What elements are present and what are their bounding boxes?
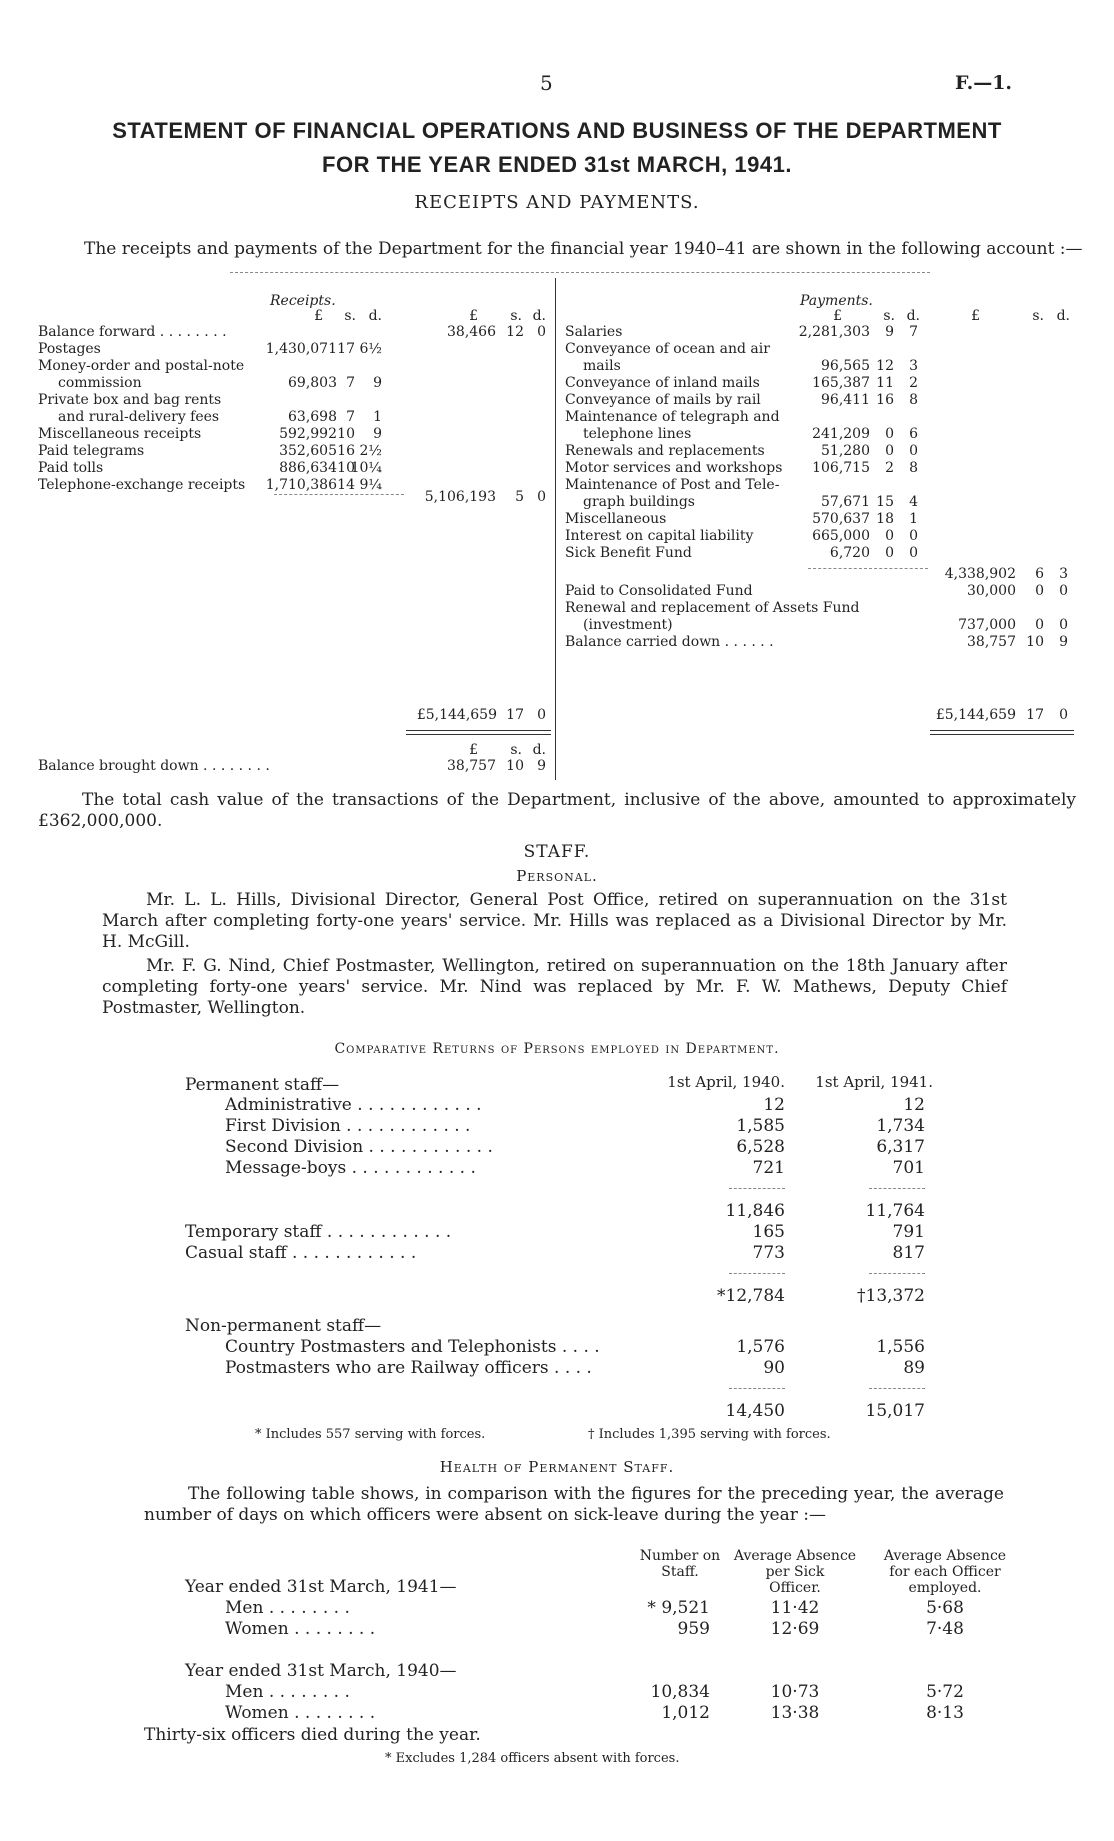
payment-item-label: Conveyance of inland mails [565, 375, 760, 391]
payment-amount-pence: 6 [909, 426, 918, 442]
consolidated-fund-amount-shillings: 0 [1035, 583, 1044, 599]
col-head-pounds: £ [469, 308, 478, 324]
receipt-item-label: Postages [38, 341, 101, 357]
payment-item-label-cont: telephone lines [583, 426, 692, 442]
staff-heading: STAFF. [523, 842, 591, 862]
receipts-subtotal-pounds: 5,106,193 [424, 489, 496, 505]
receipt-amount-pence: 2½ [359, 443, 382, 459]
health-row-sick: 12·69 [770, 1619, 820, 1639]
permanent-row-label: Second Division . . . . . . . . . . . . [225, 1137, 493, 1157]
payment-amount-shillings: 0 [885, 426, 894, 442]
health-deaths-note: Thirty-six officers died during the year. [144, 1725, 481, 1745]
health-heading: Health of Permanent Staff. [439, 1458, 675, 1476]
receipts-total-rule-1 [406, 730, 551, 731]
nonpermanent-row-1941: 89 [903, 1358, 925, 1378]
payment-amount-shillings: 15 [876, 494, 894, 510]
health-row-each: 5·68 [926, 1598, 964, 1618]
health-col-each-head: employed. [908, 1580, 982, 1596]
payment-amount-pounds: 2,281,303 [798, 324, 870, 340]
receipts-grand-total-pounds: £5,144,659 [416, 707, 497, 723]
receipt-amount-pence: 10¼ [350, 460, 382, 476]
col-head-shillings: s. [1032, 308, 1044, 324]
staff-row-1940: 773 [752, 1243, 785, 1263]
receipt-item-label-cont: commission [58, 375, 142, 391]
balance-forward-total-pounds: 38,466 [447, 324, 496, 340]
consolidated-fund-label: Paid to Consolidated Fund [565, 583, 753, 599]
payment-item-label: Interest on capital liability [565, 528, 754, 544]
subtotal-rule [729, 1273, 785, 1274]
nonpermanent-row-label: Country Postmasters and Telephonists . . . . [225, 1337, 600, 1357]
receipt-amount-shillings: 7 [346, 409, 355, 425]
receipt-amount-shillings: 16 [337, 443, 355, 459]
payments-subtotal-pounds: 4,338,902 [944, 566, 1016, 582]
col-head-shillings: s. [883, 308, 895, 324]
col-head-pence: d. [906, 308, 920, 324]
section-subtitle: RECEIPTS AND PAYMENTS. [414, 192, 700, 213]
payment-amount-pounds: 96,565 [821, 358, 870, 374]
receipt-amount-pounds: 1,430,071 [265, 341, 337, 357]
receipt-amount-pounds: 63,698 [288, 409, 337, 425]
payment-amount-shillings: 2 [885, 460, 894, 476]
col-head-shillings: s. [344, 308, 356, 324]
renewal-fund-amount-pounds: 737,000 [958, 617, 1016, 633]
health-intro: The following table shows, in comparison with the figures for the preceding year, the average number of days on which officers were absent on sick-leave during the year :— [144, 1484, 1004, 1525]
receipt-amount-pence: 6½ [359, 341, 382, 357]
payments-total-rule-1 [930, 730, 1074, 731]
account-divider [555, 278, 556, 780]
payment-item-label: Maintenance of Post and Tele- [565, 477, 780, 493]
balance-down-amount-pence: 9 [537, 758, 546, 774]
account-intro: The receipts and payments of the Department for the financial year 1940–41 are shown in the following account :— [84, 239, 1083, 259]
payment-amount-pence: 0 [909, 545, 918, 561]
payments-heading: Payments. [800, 293, 873, 309]
renewal-fund-label: Renewal and replacement of Assets Fund [565, 600, 860, 616]
balance-down-head-pounds: £ [469, 742, 478, 758]
page-title-line-2: FOR THE YEAR ENDED 31st MARCH, 1941. [322, 152, 792, 177]
col-head-pence: d. [368, 308, 382, 324]
payment-item-label: Conveyance of ocean and air [565, 341, 770, 357]
comparative-footnote-2: † Includes 1,395 serving with forces. [588, 1427, 831, 1442]
receipt-amount-shillings: 17 [337, 341, 355, 357]
permanent-staff-label: Permanent staff— [185, 1075, 340, 1095]
page-number: 5 [540, 71, 553, 95]
payment-amount-shillings: 0 [885, 528, 894, 544]
permanent-row-1940: 1,585 [736, 1116, 785, 1136]
permanent-total-rule [729, 1188, 785, 1189]
total-rule [729, 1388, 785, 1389]
receipt-item-label: Miscellaneous receipts [38, 426, 202, 442]
permanent-row-1941: 12 [903, 1095, 925, 1115]
payment-amount-pounds: 96,411 [821, 392, 870, 408]
renewal-fund-amount-pence: 0 [1059, 617, 1068, 633]
payment-item-label: Salaries [565, 324, 623, 340]
health-row-staff: * 9,521 [647, 1598, 710, 1618]
payments-subtotal-pence: 3 [1059, 566, 1068, 582]
payment-amount-pence: 7 [909, 324, 918, 340]
nonpermanent-row-1940: 1,576 [736, 1337, 785, 1357]
receipt-amount-shillings: 7 [346, 375, 355, 391]
payment-amount-pounds: 6,720 [829, 545, 870, 561]
payment-amount-pence: 0 [909, 443, 918, 459]
receipt-amount-pence: 1 [373, 409, 382, 425]
subtotal-1941: †13,372 [857, 1286, 925, 1306]
receipt-item-label: Paid telegrams [38, 443, 145, 459]
health-col-each-head: for each Officer [889, 1564, 1001, 1580]
payment-amount-shillings: 12 [876, 358, 894, 374]
permanent-row-1941: 1,734 [876, 1116, 925, 1136]
receipt-amount-pounds: 1,710,386 [265, 477, 337, 493]
payment-amount-pounds: 570,637 [812, 511, 870, 527]
staff-row-1941: 791 [892, 1222, 925, 1242]
health-year-1941-label: Year ended 31st March, 1941— [185, 1577, 457, 1597]
payment-amount-pence: 3 [909, 358, 918, 374]
payments-total-rule-2 [930, 734, 1074, 735]
health-row-staff: 10,834 [650, 1682, 710, 1702]
total-1941: 15,017 [865, 1401, 925, 1421]
nonpermanent-row-1940: 90 [763, 1358, 785, 1378]
col-head-shillings: s. [510, 308, 522, 324]
personal-heading: Personal. [516, 867, 598, 885]
permanent-row-label: Message-boys . . . . . . . . . . . . [225, 1158, 476, 1178]
staff-row-1941: 817 [892, 1243, 925, 1263]
payment-item-label: Sick Benefit Fund [565, 545, 692, 561]
health-row-label: Men . . . . . . . . [225, 1598, 350, 1618]
permanent-row-1940: 721 [752, 1158, 785, 1178]
health-row-label: Women . . . . . . . . [225, 1703, 376, 1723]
receipts-total-rule-2 [406, 734, 551, 735]
balance-down-label: Balance brought down . . . . . . . . [38, 758, 270, 774]
health-col-staff-head: Number on [639, 1548, 721, 1564]
permanent-row-1941: 6,317 [876, 1137, 925, 1157]
payment-item-label-cont: mails [583, 358, 621, 374]
balance-forward-label: Balance forward . . . . . . . . [38, 324, 227, 340]
payment-amount-pounds: 665,000 [812, 528, 870, 544]
payment-amount-pence: 2 [909, 375, 918, 391]
receipt-item-label: Private box and bag rents [38, 392, 222, 408]
nonpermanent-row-1941: 1,556 [876, 1337, 925, 1357]
subtotal-1940: *12,784 [717, 1286, 785, 1306]
payment-amount-pence: 8 [909, 460, 918, 476]
consolidated-fund-amount-pence: 0 [1059, 583, 1068, 599]
health-row-sick: 10·73 [770, 1682, 820, 1702]
receipts-subtotal-pence: 0 [537, 489, 546, 505]
health-row-each: 5·72 [926, 1682, 964, 1702]
balance-down-head-shillings: s. [510, 742, 522, 758]
nonpermanent-row-label: Postmasters who are Railway officers . . . . [225, 1358, 592, 1378]
permanent-total-1940: 11,846 [725, 1201, 785, 1221]
receipt-amount-pence: 9¼ [359, 477, 382, 493]
receipt-amount-shillings: 10 [337, 460, 355, 476]
receipt-amount-pence: 9 [373, 375, 382, 391]
payment-item-label: Conveyance of mails by rail [565, 392, 761, 408]
staff-row-label: Temporary staff . . . . . . . . . . . . [185, 1222, 452, 1242]
renewal-fund-amount-shillings: 0 [1035, 617, 1044, 633]
permanent-row-1941: 701 [892, 1158, 925, 1178]
balance-down-head-pence: d. [532, 742, 546, 758]
subtotal-rule [869, 1273, 925, 1274]
permanent-row-1940: 6,528 [736, 1137, 785, 1157]
staff-paragraph-2: Mr. F. G. Nind, Chief Postmaster, Wellington, retired on superannuation on the 18th January after completing forty-one years' service. Mr. Nind was replaced by Mr. F. W. Mathews, Deputy Chief Postmaster, Wellington. [102, 956, 1007, 1018]
payment-amount-pounds: 106,715 [812, 460, 870, 476]
col-head-pence: d. [532, 308, 546, 324]
permanent-row-1940: 12 [763, 1095, 785, 1115]
health-col-sick-head: Officer. [769, 1580, 821, 1596]
health-footnote: * Excludes 1,284 officers absent with forces. [385, 1751, 680, 1766]
staff-paragraph-1: Mr. L. L. Hills, Divisional Director, General Post Office, retired on superannuation on the 31st March after completing forty-one years' service. Mr. Hills was replaced as a Divisional Director by Mr. H. McGill. [102, 890, 1007, 952]
receipt-item-label: Paid tolls [38, 460, 104, 476]
receipt-amount-pounds: 352,605 [279, 443, 337, 459]
balance-carried-amount-pence: 9 [1059, 634, 1068, 650]
permanent-row-label: First Division . . . . . . . . . . . . [225, 1116, 471, 1136]
permanent-total-rule [869, 1188, 925, 1189]
payment-amount-pounds: 57,671 [821, 494, 870, 510]
balance-down-amount-shillings: 10 [506, 758, 524, 774]
payment-amount-shillings: 9 [885, 324, 894, 340]
health-row-each: 8·13 [926, 1703, 964, 1723]
receipts-grand-total-shillings: 17 [506, 707, 524, 723]
payment-amount-shillings: 18 [876, 511, 894, 527]
permanent-total-1941: 11,764 [865, 1201, 925, 1221]
col-head-pounds: £ [314, 308, 323, 324]
receipts-subtotal-shillings: 5 [515, 489, 524, 505]
payments-subtotal-shillings: 6 [1035, 566, 1044, 582]
comparative-heading: Comparative Returns of Persons employed in Department. [334, 1041, 780, 1057]
payment-item-label: Miscellaneous [565, 511, 667, 527]
health-col-sick-head: Average Absence [733, 1548, 857, 1564]
receipt-amount-pounds: 69,803 [288, 375, 337, 391]
staff-row-1940: 165 [752, 1222, 785, 1242]
health-row-sick: 13·38 [770, 1703, 820, 1723]
receipt-amount-pence: 9 [373, 426, 382, 442]
payment-item-label: Renewals and replacements [565, 443, 765, 459]
health-row-label: Men . . . . . . . . [225, 1682, 350, 1702]
receipts-grand-total-pence: 0 [537, 707, 546, 723]
comparative-col-1941: 1st April, 1941. [815, 1073, 933, 1091]
payments-grand-total-shillings: 17 [1026, 707, 1044, 723]
health-year-1940-label: Year ended 31st March, 1940— [185, 1661, 457, 1681]
payment-amount-shillings: 11 [876, 375, 894, 391]
receipt-amount-pounds: 592,992 [279, 426, 337, 442]
payment-amount-pounds: 241,209 [812, 426, 870, 442]
health-row-label: Women . . . . . . . . [225, 1619, 376, 1639]
page-title-line-1: STATEMENT OF FINANCIAL OPERATIONS AND BUSINESS OF THE DEPARTMENT [112, 118, 1002, 143]
renewal-fund-label-cont: (investment) [583, 617, 673, 633]
col-head-pounds: £ [833, 308, 842, 324]
balance-forward-total-pence: 0 [537, 324, 546, 340]
health-row-each: 7·48 [926, 1619, 964, 1639]
receipt-amount-pounds: 886,634 [279, 460, 337, 476]
payment-amount-shillings: 16 [876, 392, 894, 408]
consolidated-fund-amount-pounds: 30,000 [967, 583, 1016, 599]
document-code: F.—1. [955, 72, 1013, 94]
comparative-col-1940: 1st April, 1940. [667, 1073, 785, 1091]
health-row-sick: 11·42 [770, 1598, 820, 1618]
intro-rule [230, 272, 930, 273]
receipts-heading: Receipts. [270, 293, 336, 309]
payment-amount-pence: 1 [909, 511, 918, 527]
payment-item-label-cont: graph buildings [583, 494, 695, 510]
payment-amount-pence: 0 [909, 528, 918, 544]
health-col-each-head: Average Absence [883, 1548, 1007, 1564]
payment-amount-shillings: 0 [885, 545, 894, 561]
balance-carried-amount-pounds: 38,757 [967, 634, 1016, 650]
col-head-pence: d. [1056, 308, 1070, 324]
payment-item-label: Motor services and workshops [565, 460, 783, 476]
payment-amount-pence: 8 [909, 392, 918, 408]
comparative-footnote-1: * Includes 557 serving with forces. [255, 1427, 486, 1442]
permanent-row-label: Administrative . . . . . . . . . . . . [225, 1095, 482, 1115]
payment-item-label: Maintenance of telegraph and [565, 409, 780, 425]
payments-grand-total-pounds: £5,144,659 [935, 707, 1016, 723]
receipt-item-label: Money-order and postal-note [38, 358, 245, 374]
payment-amount-pounds: 165,387 [812, 375, 870, 391]
balance-carried-label: Balance carried down . . . . . . [565, 634, 774, 650]
payment-amount-pounds: 51,280 [821, 443, 870, 459]
receipt-amount-shillings: 10 [337, 426, 355, 442]
total-1940: 14,450 [725, 1401, 785, 1421]
staff-row-label: Casual staff . . . . . . . . . . . . [185, 1243, 417, 1263]
health-col-staff-head: Staff. [661, 1564, 699, 1580]
health-col-sick-head: per Sick [765, 1564, 825, 1580]
cash-note: The total cash value of the transactions of the Department, inclusive of the above, amounted to approximately £362,000,000. [38, 790, 1076, 831]
payments-grand-total-pence: 0 [1059, 707, 1068, 723]
nonpermanent-staff-label: Non-permanent staff— [185, 1316, 382, 1336]
balance-carried-amount-shillings: 10 [1026, 634, 1044, 650]
receipt-amount-shillings: 14 [337, 477, 355, 493]
total-rule [869, 1388, 925, 1389]
health-row-staff: 959 [677, 1619, 710, 1639]
receipt-item-label: Telephone-exchange receipts [38, 477, 246, 493]
balance-forward-total-shillings: 12 [506, 324, 524, 340]
payment-amount-shillings: 0 [885, 443, 894, 459]
balance-down-amount-pounds: 38,757 [447, 758, 496, 774]
col-head-pounds: £ [971, 308, 980, 324]
receipt-item-label-cont: and rural-delivery fees [58, 409, 220, 425]
payment-amount-pence: 4 [909, 494, 918, 510]
health-row-staff: 1,012 [661, 1703, 710, 1723]
